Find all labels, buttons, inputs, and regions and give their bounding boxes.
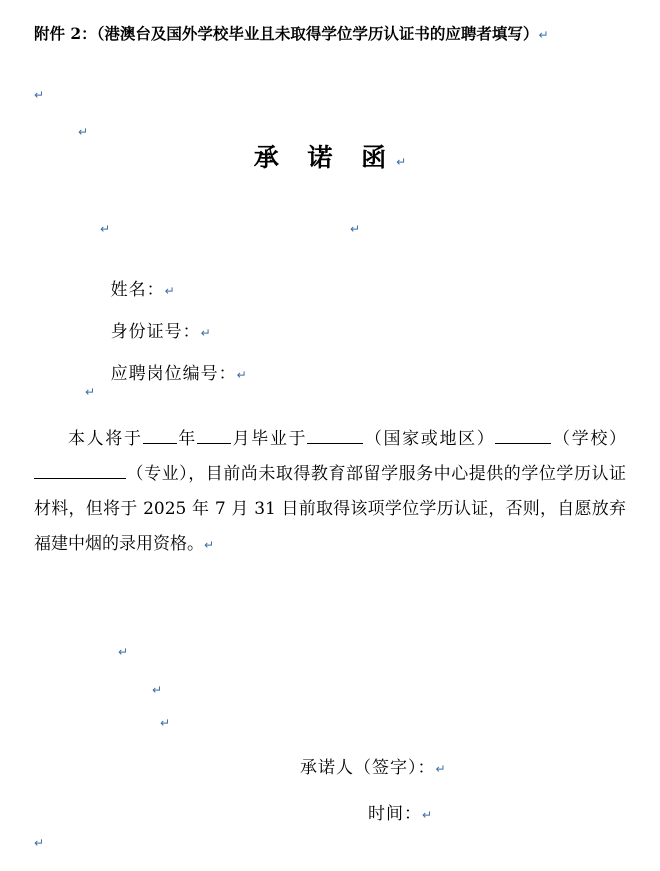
- field-name-label: 姓名：: [110, 280, 165, 300]
- body-segment-7: ，目前尚未取得教育部留学服务中心提供的学位学历认证材料，但将于 2025 年 7 月 31 日前取得该项学位学历认证，否则，自愿放弃福建中烟的录用资格。: [34, 464, 627, 554]
- body-segment-6: （专业）: [126, 464, 189, 484]
- commitment-body: [34, 422, 626, 563]
- paragraph-mark-icon: ↵: [118, 645, 129, 659]
- paragraph-mark-icon: ↵: [422, 808, 434, 822]
- signature-name-line: [300, 753, 447, 778]
- body-segment-4: （国家或地区）: [363, 429, 496, 449]
- paragraph-mark-icon: ↵: [160, 716, 171, 730]
- page-title-text: 承 诺 函: [253, 143, 397, 172]
- paragraph-mark-icon: ↵: [34, 88, 45, 102]
- page-title: [0, 138, 660, 174]
- paragraph-mark-icon: ↵: [78, 125, 89, 139]
- paragraph-mark-icon: ↵: [236, 368, 248, 382]
- paragraph-mark-icon: ↵: [396, 155, 407, 169]
- paragraph-mark-icon: ↵: [200, 326, 212, 340]
- paragraph-mark-icon: ↵: [435, 762, 447, 776]
- body-segment-1: 本人将于: [68, 429, 143, 449]
- paragraph-mark-icon: ↵: [204, 538, 215, 552]
- blank-graduation-month[interactable]: [197, 443, 231, 444]
- field-position-code: [85, 339, 248, 404]
- paragraph-mark-icon: ↵: [100, 222, 111, 236]
- paragraph-mark-icon: ↵: [34, 836, 45, 850]
- signature-name-label: 承诺人（签字）：: [300, 758, 436, 778]
- body-segment-5: （学校）: [551, 429, 627, 449]
- blank-school-line[interactable]: [495, 443, 551, 444]
- blank-graduation-year[interactable]: [143, 443, 177, 444]
- paragraph-mark-icon: ↵: [538, 28, 549, 42]
- body-segment-2: 年: [176, 429, 197, 449]
- blank-country-region[interactable]: [307, 443, 363, 444]
- paragraph-mark-icon: ↵: [85, 385, 96, 399]
- field-id-number-label: 身份证号：: [110, 322, 201, 342]
- attachment-header: [34, 18, 634, 51]
- commitment-paragraph: [34, 422, 626, 563]
- blank-major-line[interactable]: [34, 478, 126, 479]
- field-position-code-label: 应聘岗位编号：: [110, 364, 237, 384]
- signature-date-line: [368, 799, 433, 824]
- signature-date-label: 时间：: [368, 804, 422, 824]
- paragraph-mark-icon: ↵: [152, 683, 163, 697]
- paragraph-mark-icon: ↵: [164, 284, 176, 298]
- attachment-header-text: 附件 2：（港澳台及国外学校毕业且未取得学位学历认证书的应聘者填写）: [34, 24, 539, 43]
- body-segment-3: 月毕业于: [230, 429, 308, 449]
- paragraph-mark-icon: ↵: [350, 222, 361, 236]
